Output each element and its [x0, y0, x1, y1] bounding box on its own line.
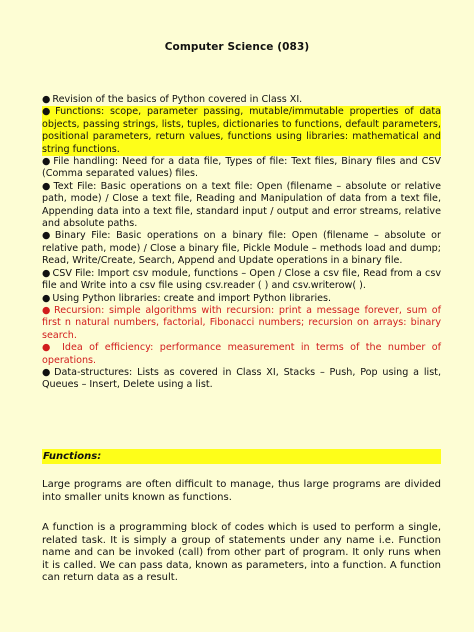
bullet-icon: ● — [42, 94, 51, 105]
bullet-icon: ● — [42, 230, 53, 242]
bullet-icon: ● — [42, 180, 52, 192]
bullet-icon: ● — [42, 342, 54, 354]
syllabus-item — [42, 106, 441, 156]
syllabus-item-text: CSV File: Import csv module, functions – Open / Close a csv file, Read from a csv file and Write into a csv file using csv.reader ( ) and csv.writerow( ). — [42, 267, 441, 292]
syllabus-item-text: Using Python libraries: create and import Python libraries. — [52, 292, 332, 304]
document-title: Computer Science (083) — [164, 41, 310, 53]
section-heading: Functions: — [42, 449, 441, 464]
paragraph-definition: A function is a programming block of codes which is used to perform a single, related task. It is simply a group of statements under any name i.e. Function name and can be invoked (call) from other part of program. It only runs when it is called. We can pass data, known as parameters, into a function. A function can return data as a result. — [42, 522, 441, 584]
bullet-icon: ● — [42, 304, 53, 316]
syllabus-item — [42, 305, 441, 342]
syllabus-item — [42, 94, 441, 106]
syllabus-item — [42, 342, 441, 367]
syllabus-item — [42, 293, 441, 305]
syllabus-item-text: Idea of efficiency: performance measurement in terms of the number of operations. — [42, 342, 441, 366]
syllabus-item-text: Text File: Basic operations on a text file: Open (filename – absolute or relative path, mode) / Close a text file, Reading and Manipulation of data from a text file, Appending data into a text file, standard input / output and error streams, relative and absolute paths. — [42, 180, 441, 230]
syllabus-item — [42, 230, 441, 267]
bullet-icon: ● — [42, 267, 51, 279]
syllabus-item-text: Binary File: Basic operations on a binary file: Open (filename – absolute or relative path, mode) / Close a binary file, Pickle Module – methods load and dump; Read, Write/Create, Search, Append and Update operations in a binary file. — [42, 230, 441, 267]
syllabus-item — [42, 181, 441, 231]
syllabus-item-text: File handling: Need for a data file, Types of file: Text files, Binary files and CSV (Comma separated values) files. — [42, 156, 441, 180]
bullet-icon: ● — [42, 106, 54, 118]
syllabus-item-text: Functions: scope, parameter passing, mutable/immutable properties of data objects, passing strings, lists, tuples, dictionaries to functions, default parameters, positional parameters, return values, functions using libraries: mathematical and string functions. — [42, 106, 442, 155]
syllabus-item — [42, 367, 441, 392]
syllabus-item-text: Data-structures: Lists as covered in Class XI, Stacks – Push, Pop using a list, Queues – Insert, Delete using a list. — [42, 366, 441, 391]
syllabus-list — [42, 94, 441, 392]
syllabus-item-text: Recursion: simple algorithms with recursion: print a message forever, sum of first n natural numbers, factorial, Fibonacci numbers; recursion on arrays: binary search. — [42, 304, 441, 341]
bullet-icon: ● — [42, 366, 53, 378]
bullet-icon: ● — [42, 292, 51, 304]
bullet-icon: ● — [42, 156, 52, 168]
syllabus-item — [42, 156, 441, 181]
paragraph-intro: Large programs are often difficult to manage, thus large programs are divided into smaller units known as functions. — [42, 479, 441, 503]
syllabus-item-text: Revision of the basics of Python covered in Class XI. — [52, 94, 303, 105]
syllabus-item — [42, 268, 441, 293]
